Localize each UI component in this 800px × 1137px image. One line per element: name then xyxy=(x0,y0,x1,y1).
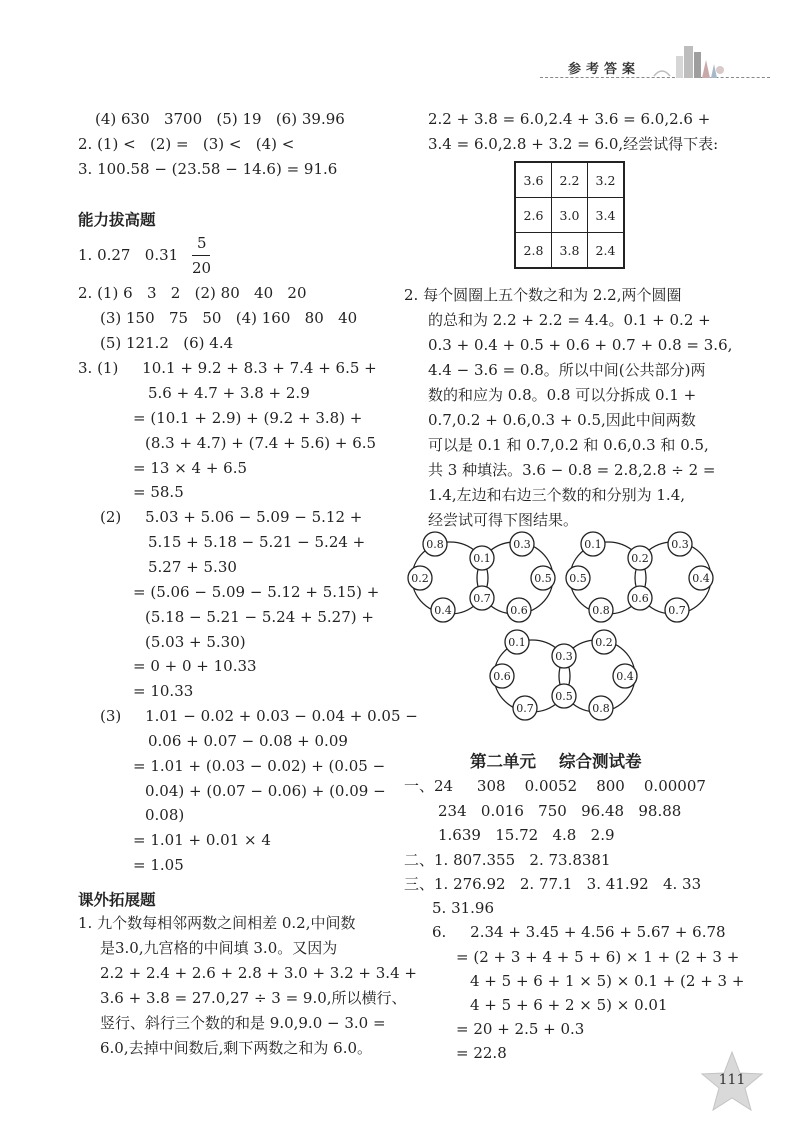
unit-line: 4 + 5 + 6 + 2 × 5) × 0.01 xyxy=(470,996,668,1014)
page-number: 111 xyxy=(718,1072,746,1088)
ring-node-value: 0.4 xyxy=(434,604,452,617)
unit-line: = 22.8 xyxy=(456,1044,507,1062)
ring-node-value: 0.2 xyxy=(411,572,429,585)
ability-line: = 0 + 0 + 10.33 xyxy=(133,657,257,675)
ability-line: 0.06 + 0.07 − 0.08 + 0.09 xyxy=(148,732,348,750)
grid-cell: 2.2 xyxy=(552,162,588,198)
ability-line: = 1.01 + (0.03 − 0.02) + (0.05 − xyxy=(133,757,386,775)
grid-cell: 3.0 xyxy=(552,198,588,233)
unit-line: 234 0.016 750 96.48 98.88 xyxy=(438,802,682,820)
left-line: 3. 100.58 − (23.58 − 14.6) = 91.6 xyxy=(78,160,338,178)
grid-cell: 3.8 xyxy=(552,233,588,269)
ring-diagram-2 xyxy=(563,530,718,626)
grid-cell: 3.2 xyxy=(588,162,625,198)
q2-line: 0.3 + 0.4 + 0.5 + 0.6 + 0.7 + 0.8 = 3.6, xyxy=(428,336,733,354)
extra-line: 2.2 + 2.4 + 2.6 + 2.8 + 3.0 + 3.2 + 3.4 + xyxy=(100,964,417,982)
ability-line: (8.3 + 4.7) + (7.4 + 5.6) + 6.5 xyxy=(145,434,377,452)
ring-diagram-1 xyxy=(405,530,560,626)
grid-cell: 3.4 xyxy=(588,198,625,233)
grid-cell: 2.8 xyxy=(515,233,552,269)
right-line: 2.2 + 3.8 = 6.0,2.4 + 3.6 = 6.0,2.6 + xyxy=(428,110,711,128)
extra-heading: 课外拓展题 xyxy=(78,891,156,909)
ability-line: 5.6 + 4.7 + 3.8 + 2.9 xyxy=(148,384,310,402)
ability-line: 0.08) xyxy=(145,806,185,824)
unit-title: 第二单元 综合测试卷 xyxy=(470,752,642,771)
unit-line: = (2 + 3 + 4 + 5 + 6) × 1 + (2 + 3 + xyxy=(456,948,740,966)
ability-line: = 10.33 xyxy=(133,682,194,700)
extra-line: 3.6 + 3.8 = 27.0,27 ÷ 3 = 9.0,所以横行、 xyxy=(100,989,407,1007)
ability-line: = (10.1 + 2.9) + (9.2 + 3.8) + xyxy=(133,409,363,427)
q2-line: 的总和为 2.2 + 2.2 = 4.4。0.1 + 0.2 + xyxy=(428,311,711,329)
ability-line: = 1.01 + 0.01 × 4 xyxy=(133,831,271,849)
ring-node-value: 0.5 xyxy=(555,690,573,703)
ability-line: 5.27 + 5.30 xyxy=(148,558,237,576)
header-label: 参考答案 xyxy=(568,62,641,77)
ability-line: (5) 121.2 (6) 4.4 xyxy=(100,334,234,352)
ring-diagram-3 xyxy=(487,628,642,724)
q2-line: 2. 每个圆圈上五个数之和为 2.2,两个圆圈 xyxy=(404,286,682,304)
extra-line: 6.0,去掉中间数后,剩下两数之和为 6.0。 xyxy=(100,1039,373,1057)
unit-line: 4 + 5 + 6 + 1 × 5) × 0.1 + (2 + 3 + xyxy=(470,972,745,990)
header-building-icon xyxy=(650,40,730,80)
extra-line: 1. 九个数每相邻两数之间相差 0.2,中间数 xyxy=(78,914,356,932)
ring-node-value: 0.5 xyxy=(534,572,552,585)
ring-node-value: 0.4 xyxy=(692,572,710,585)
ability-line: 5.15 + 5.18 − 5.21 − 5.24 + xyxy=(148,533,366,551)
ring-node-value: 0.2 xyxy=(631,552,649,565)
right-line: 3.4 = 6.0,2.8 + 3.2 = 6.0,经尝试得下表: xyxy=(428,135,719,153)
ring-node-value: 0.1 xyxy=(508,636,526,649)
extra-line: 是3.0,九宫格的中间填 3.0。又因为 xyxy=(100,939,338,957)
grid-cell: 3.6 xyxy=(515,162,552,198)
ability-line: (2) 5.03 + 5.06 − 5.09 − 5.12 + xyxy=(100,508,363,526)
q2-line: 共 3 种填法。3.6 − 0.8 = 2.8,2.8 ÷ 2 = xyxy=(428,461,716,479)
fraction-bar xyxy=(192,255,210,256)
magic-square xyxy=(514,161,625,269)
ring-node-value: 0.8 xyxy=(426,538,444,551)
q2-line: 1.4,左边和右边三个数的和分别为 1.4, xyxy=(428,486,686,504)
ability-q1: 1. 0.27 0.31 xyxy=(78,246,179,264)
ability-line: = 1.05 xyxy=(133,856,184,874)
ring-node-value: 0.4 xyxy=(616,670,634,683)
unit-line: 一、24 308 0.0052 800 0.00007 xyxy=(404,777,706,795)
grid-cell: 2.6 xyxy=(515,198,552,233)
ability-line: (3) 150 75 50 (4) 160 80 40 xyxy=(100,309,358,327)
q2-line: 0.7,0.2 + 0.6,0.3 + 0.5,因此中间两数 xyxy=(428,411,696,429)
ring-node-value: 0.3 xyxy=(555,650,573,663)
fraction-denominator: 20 xyxy=(192,259,212,277)
left-line: (4) 630 3700 (5) 19 (6) 39.96 xyxy=(95,110,345,128)
ability-line: (3) 1.01 − 0.02 + 0.03 − 0.04 + 0.05 − xyxy=(100,707,418,725)
ability-line: = 58.5 xyxy=(133,483,184,501)
q2-line: 可以是 0.1 和 0.7,0.2 和 0.6,0.3 和 0.5, xyxy=(428,436,709,454)
ring-node-value: 0.8 xyxy=(592,702,610,715)
ability-line: (5.18 − 5.21 − 5.24 + 5.27) + xyxy=(145,608,374,626)
left-line: 2. (1) < (2) = (3) < (4) < xyxy=(78,135,295,153)
ability-heading: 能力拔高题 xyxy=(78,211,156,229)
unit-line: = 20 + 2.5 + 0.3 xyxy=(456,1020,585,1038)
ring-node-value: 0.8 xyxy=(592,604,610,617)
ring-node-value: 0.6 xyxy=(493,670,511,683)
ring-node-value: 0.7 xyxy=(668,604,686,617)
ability-line: 3. (1) 10.1 + 9.2 + 8.3 + 7.4 + 6.5 + xyxy=(78,359,377,377)
unit-line: 6. 2.34 + 3.45 + 4.56 + 5.67 + 6.78 xyxy=(432,923,726,941)
ring-node-value: 0.3 xyxy=(671,538,689,551)
q2-line: 4.4 − 3.6 = 0.8。所以中间(公共部分)两 xyxy=(428,361,706,379)
ring-node-value: 0.2 xyxy=(595,636,613,649)
unit-line: 1.639 15.72 4.8 2.9 xyxy=(438,826,615,844)
ring-node-value: 0.1 xyxy=(473,552,491,565)
q2-line: 经尝试可得下图结果。 xyxy=(428,511,579,529)
ring-node-value: 0.7 xyxy=(516,702,534,715)
ring-node-value: 0.1 xyxy=(584,538,602,551)
ring-node-value: 0.6 xyxy=(510,604,528,617)
ability-line: = 13 × 4 + 6.5 xyxy=(133,459,248,477)
ability-line: (5.03 + 5.30) xyxy=(145,633,246,651)
q2-line: 数的和应为 0.8。0.8 可以分拆成 0.1 + xyxy=(428,386,697,404)
ability-line: 0.04) + (0.07 − 0.06) + (0.09 − xyxy=(145,782,386,800)
grid-cell: 2.4 xyxy=(588,233,625,269)
unit-line: 三、1. 276.92 2. 77.1 3. 41.92 4. 33 xyxy=(404,875,702,893)
ability-line: 2. (1) 6 3 2 (2) 80 40 20 xyxy=(78,284,307,302)
ring-node-value: 0.7 xyxy=(473,592,491,605)
ring-node-value: 0.6 xyxy=(631,592,649,605)
extra-line: 竖行、斜行三个数的和是 9.0,9.0 − 3.0 = xyxy=(100,1014,386,1032)
unit-line: 二、1. 807.355 2. 73.8381 xyxy=(404,851,611,869)
fraction-numerator: 5 xyxy=(197,234,207,252)
ring-node-value: 0.3 xyxy=(513,538,531,551)
ability-line: = (5.06 − 5.09 − 5.12 + 5.15) + xyxy=(133,583,380,601)
unit-line: 5. 31.96 xyxy=(432,899,495,917)
ring-node-value: 0.5 xyxy=(569,572,587,585)
